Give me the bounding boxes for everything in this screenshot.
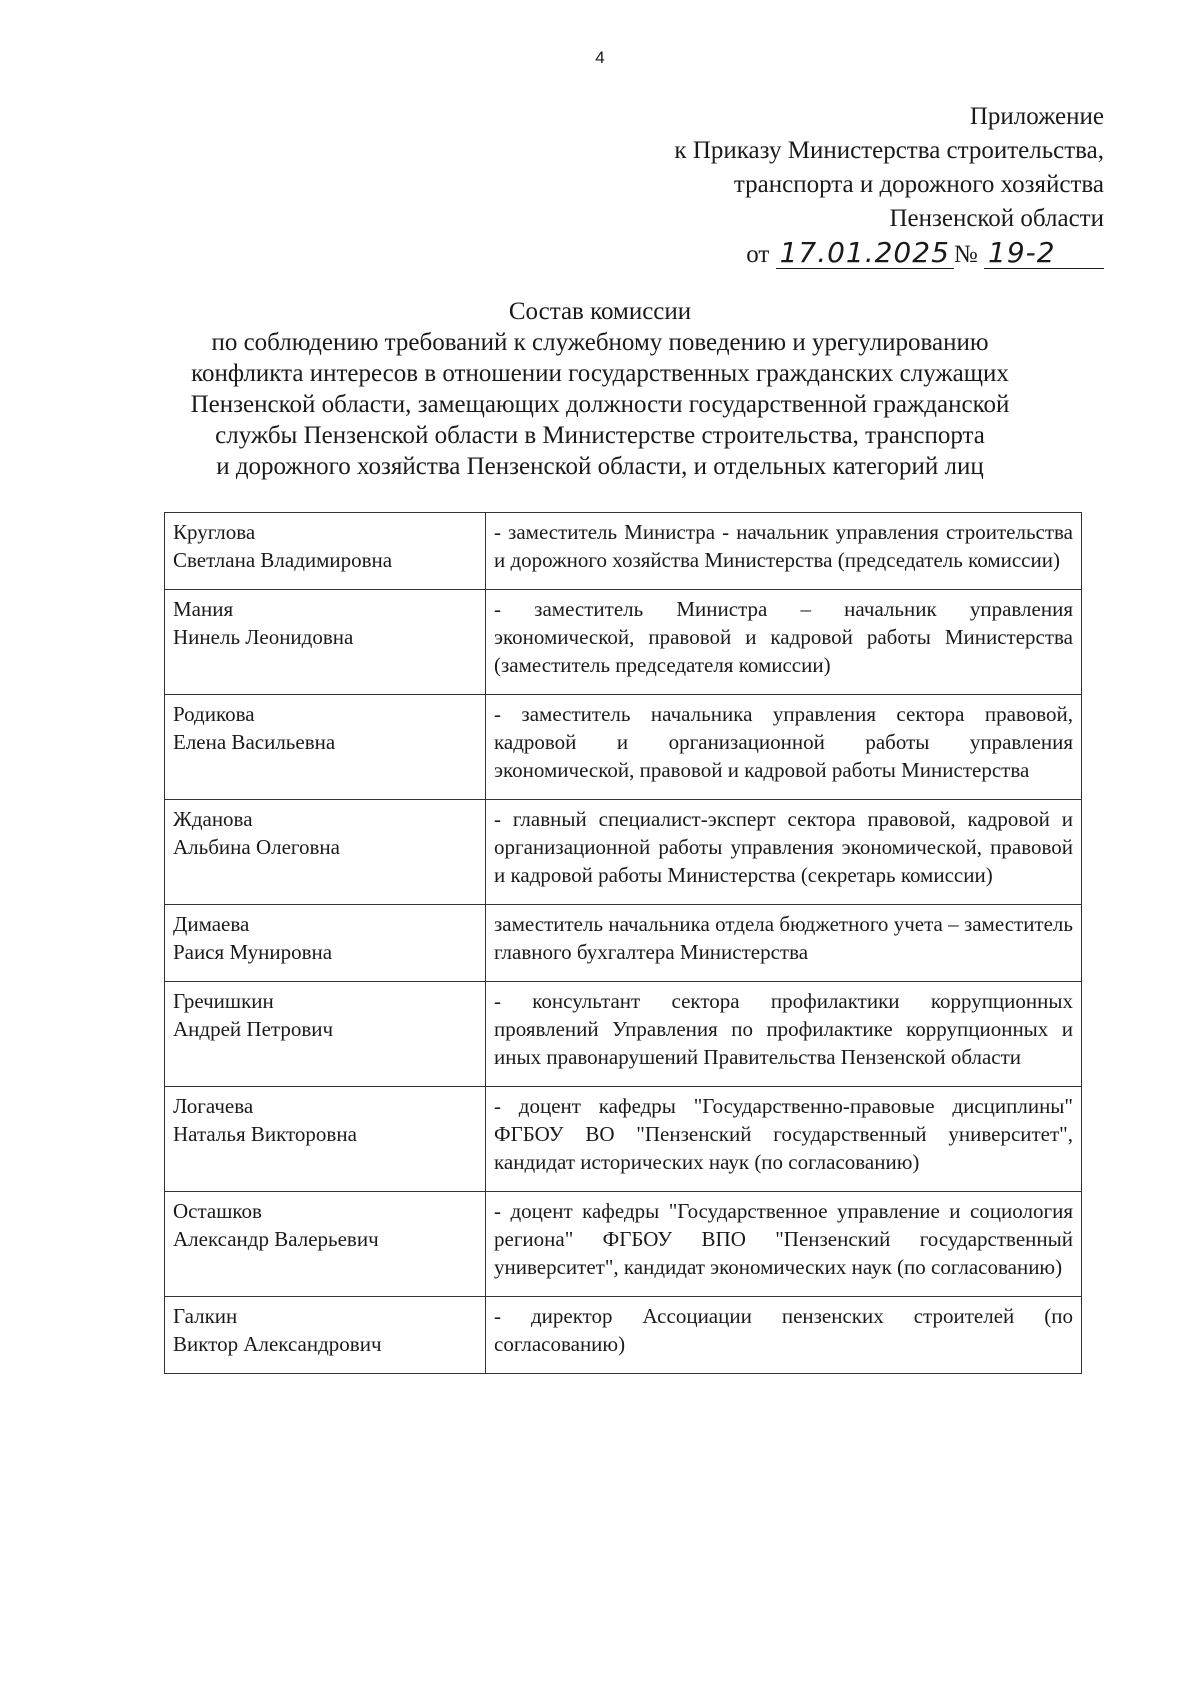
commission-members-table [164,512,1082,1374]
member-surname: Круглова [173,520,256,544]
member-role: заместитель начальника отдела бюджетного учета – заместитель главного бухгалтера Министерства [486,905,1082,982]
member-given-names: Виктор Александрович [173,1332,382,1356]
member-surname: Галкин [173,1304,238,1328]
title-line: по соблюдению требований к служебному поведению и урегулированию [211,329,989,356]
member-given-names: Светлана Владимировна [173,548,393,572]
number-prefix: № [953,241,978,268]
member-name-cell [165,905,486,982]
table-row [165,1192,1082,1297]
member-name-cell [165,800,486,905]
member-surname: Логачева [173,1094,254,1118]
table-row [165,982,1082,1087]
date-prefix: от [746,241,770,268]
appendix-line: Приложение [969,103,1104,130]
document-title [0,296,1200,482]
member-role: - главный специалист-эксперт сектора правовой, кадровой и организационной работы управления экономической, правовой и кадровой работы Министерства (секретарь комиссии) [486,800,1082,905]
member-name-cell [165,590,486,695]
member-role: - доцент кафедры "Государственное управление и социология региона" ФГБОУ ВПО "Пензенский государственный университет", кандидат экономических наук (по согласованию) [486,1192,1082,1297]
appendix-line: Пензенской области [889,205,1104,232]
table-row [165,513,1082,590]
member-surname: Родикова [173,702,255,726]
member-surname: Осташков [173,1199,262,1223]
page-number: 4 [595,48,605,67]
member-role: - заместитель Министра – начальник управления экономической, правовой и кадровой работы Министерства (заместитель председателя комиссии) [486,590,1082,695]
table-row [165,1087,1082,1192]
order-date-number [504,238,1104,272]
table-row [165,695,1082,800]
member-role: - заместитель начальника управления сектора правовой, кадровой и организационной работы управления экономической, правовой и кадровой работы Министерства [486,695,1082,800]
member-name-cell [165,1297,486,1374]
member-given-names: Альбина Олеговна [173,835,340,859]
member-role: - заместитель Министра - начальник управления строительства и дорожного хозяйства Министерства (председатель комиссии) [486,513,1082,590]
member-name-cell [165,1192,486,1297]
table-row [165,590,1082,695]
member-given-names: Андрей Петрович [173,1017,334,1041]
title-line: Пензенской области, замещающих должности государственной гражданской [190,391,1010,418]
handwritten-number: 19-2 [984,238,1104,269]
member-role: - доцент кафедры "Государственно-правовые дисциплины" ФГБОУ ВО "Пензенский государственный университет", кандидат исторических наук (по согласованию) [486,1087,1082,1192]
appendix-line: транспорта и дорожного хозяйства [733,171,1104,198]
title-heading: Состав комиссии [508,298,692,325]
title-line: службы Пензенской области в Министерстве строительства, транспорта [215,422,985,449]
member-name-cell [165,695,486,800]
member-given-names: Александр Валерьевич [173,1227,379,1251]
member-surname: Мания [173,597,234,621]
member-given-names: Раися Мунировна [173,940,333,964]
member-name-cell [165,513,486,590]
table-row [165,905,1082,982]
member-given-names: Нинель Леонидовна [173,625,354,649]
handwritten-date: 17.01.2025 [776,238,954,269]
appendix-block [504,100,1104,272]
member-given-names: Наталья Викторовна [173,1122,357,1146]
member-surname: Жданова [173,807,253,831]
member-surname: Димаева [173,912,250,936]
appendix-line: к Приказу Министерства строительства, [674,137,1104,164]
member-given-names: Елена Васильевна [173,730,336,754]
title-line: конфликта интересов в отношении государственных гражданских служащих [191,360,1009,387]
title-line: и дорожного хозяйства Пензенской области, и отдельных категорий лиц [216,453,984,480]
member-role: - директор Ассоциации пензенских строителей (по согласованию) [486,1297,1082,1374]
member-role: - консультант сектора профилактики коррупционных проявлений Управления по профилактике коррупционных и иных правонарушений Правительства Пензенской области [486,982,1082,1087]
member-name-cell [165,982,486,1087]
member-name-cell [165,1087,486,1192]
table-row [165,800,1082,905]
member-surname: Гречишкин [173,989,274,1013]
table-row [165,1297,1082,1374]
